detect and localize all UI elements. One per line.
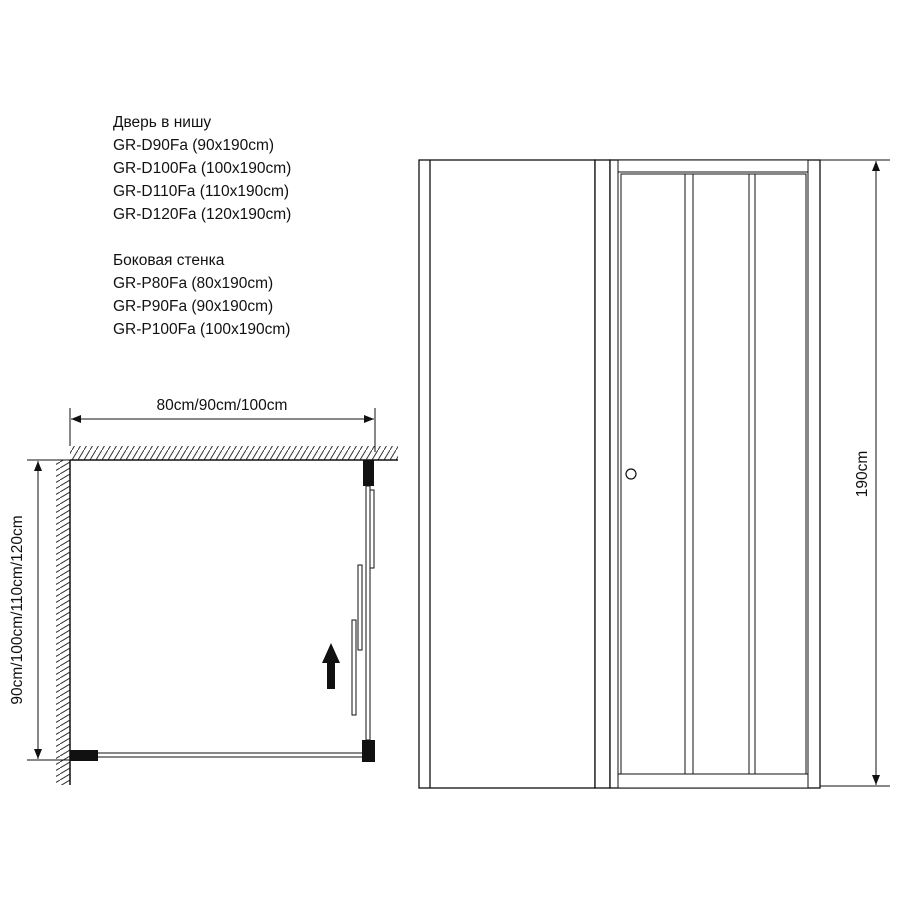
door-leaf-2: [685, 174, 693, 774]
wall-profile-top-right: [363, 460, 374, 486]
door-leaf-5: [755, 174, 806, 774]
side-model-item: GR-P80Fa (80x190cm): [113, 275, 274, 292]
door-panel-1: [370, 490, 374, 568]
door-model-item: GR-D100Fa (100x190cm): [113, 160, 292, 177]
plan-view: [9, 397, 398, 785]
door-handle-icon: [626, 469, 636, 479]
door-spec-heading: Дверь в нишу: [113, 114, 212, 131]
side-spec-heading: Боковая стенка: [113, 252, 225, 269]
wall-profile-bottom-left: [70, 750, 98, 761]
elevation-side-panel: [419, 160, 595, 788]
side-model-item: GR-P90Fa (90x190cm): [113, 298, 274, 315]
door-model-item: GR-D90Fa (90x190cm): [113, 137, 275, 154]
door-top-rail: [618, 160, 808, 172]
height-dimension-label: 190cm: [854, 450, 871, 498]
depth-dimension-label: 90cm/100cm/110cm/120cm: [9, 515, 26, 705]
door-model-item: GR-D120Fa (120x190cm): [113, 206, 292, 223]
door-model-item: GR-D110Fa (110x190cm): [113, 183, 290, 200]
side-model-item: GR-P100Fa (100x190cm): [113, 321, 291, 338]
door-bottom-rail: [618, 774, 808, 788]
door-panel-3: [352, 620, 356, 715]
door-leaf-3: [693, 174, 749, 774]
door-leaf-4: [749, 174, 755, 774]
elevation-view: [419, 160, 890, 788]
width-dimension-label: 80cm/90cm/100cm: [156, 397, 288, 414]
corner-post: [362, 740, 375, 762]
opening-direction-arrow-icon: [322, 643, 340, 689]
door-panel-2: [358, 565, 362, 650]
door-fixed-panel: [366, 486, 370, 740]
elevation-wall-profile: [595, 160, 610, 788]
left-wall-hatch: [56, 460, 70, 785]
top-wall-hatch: [70, 446, 398, 460]
